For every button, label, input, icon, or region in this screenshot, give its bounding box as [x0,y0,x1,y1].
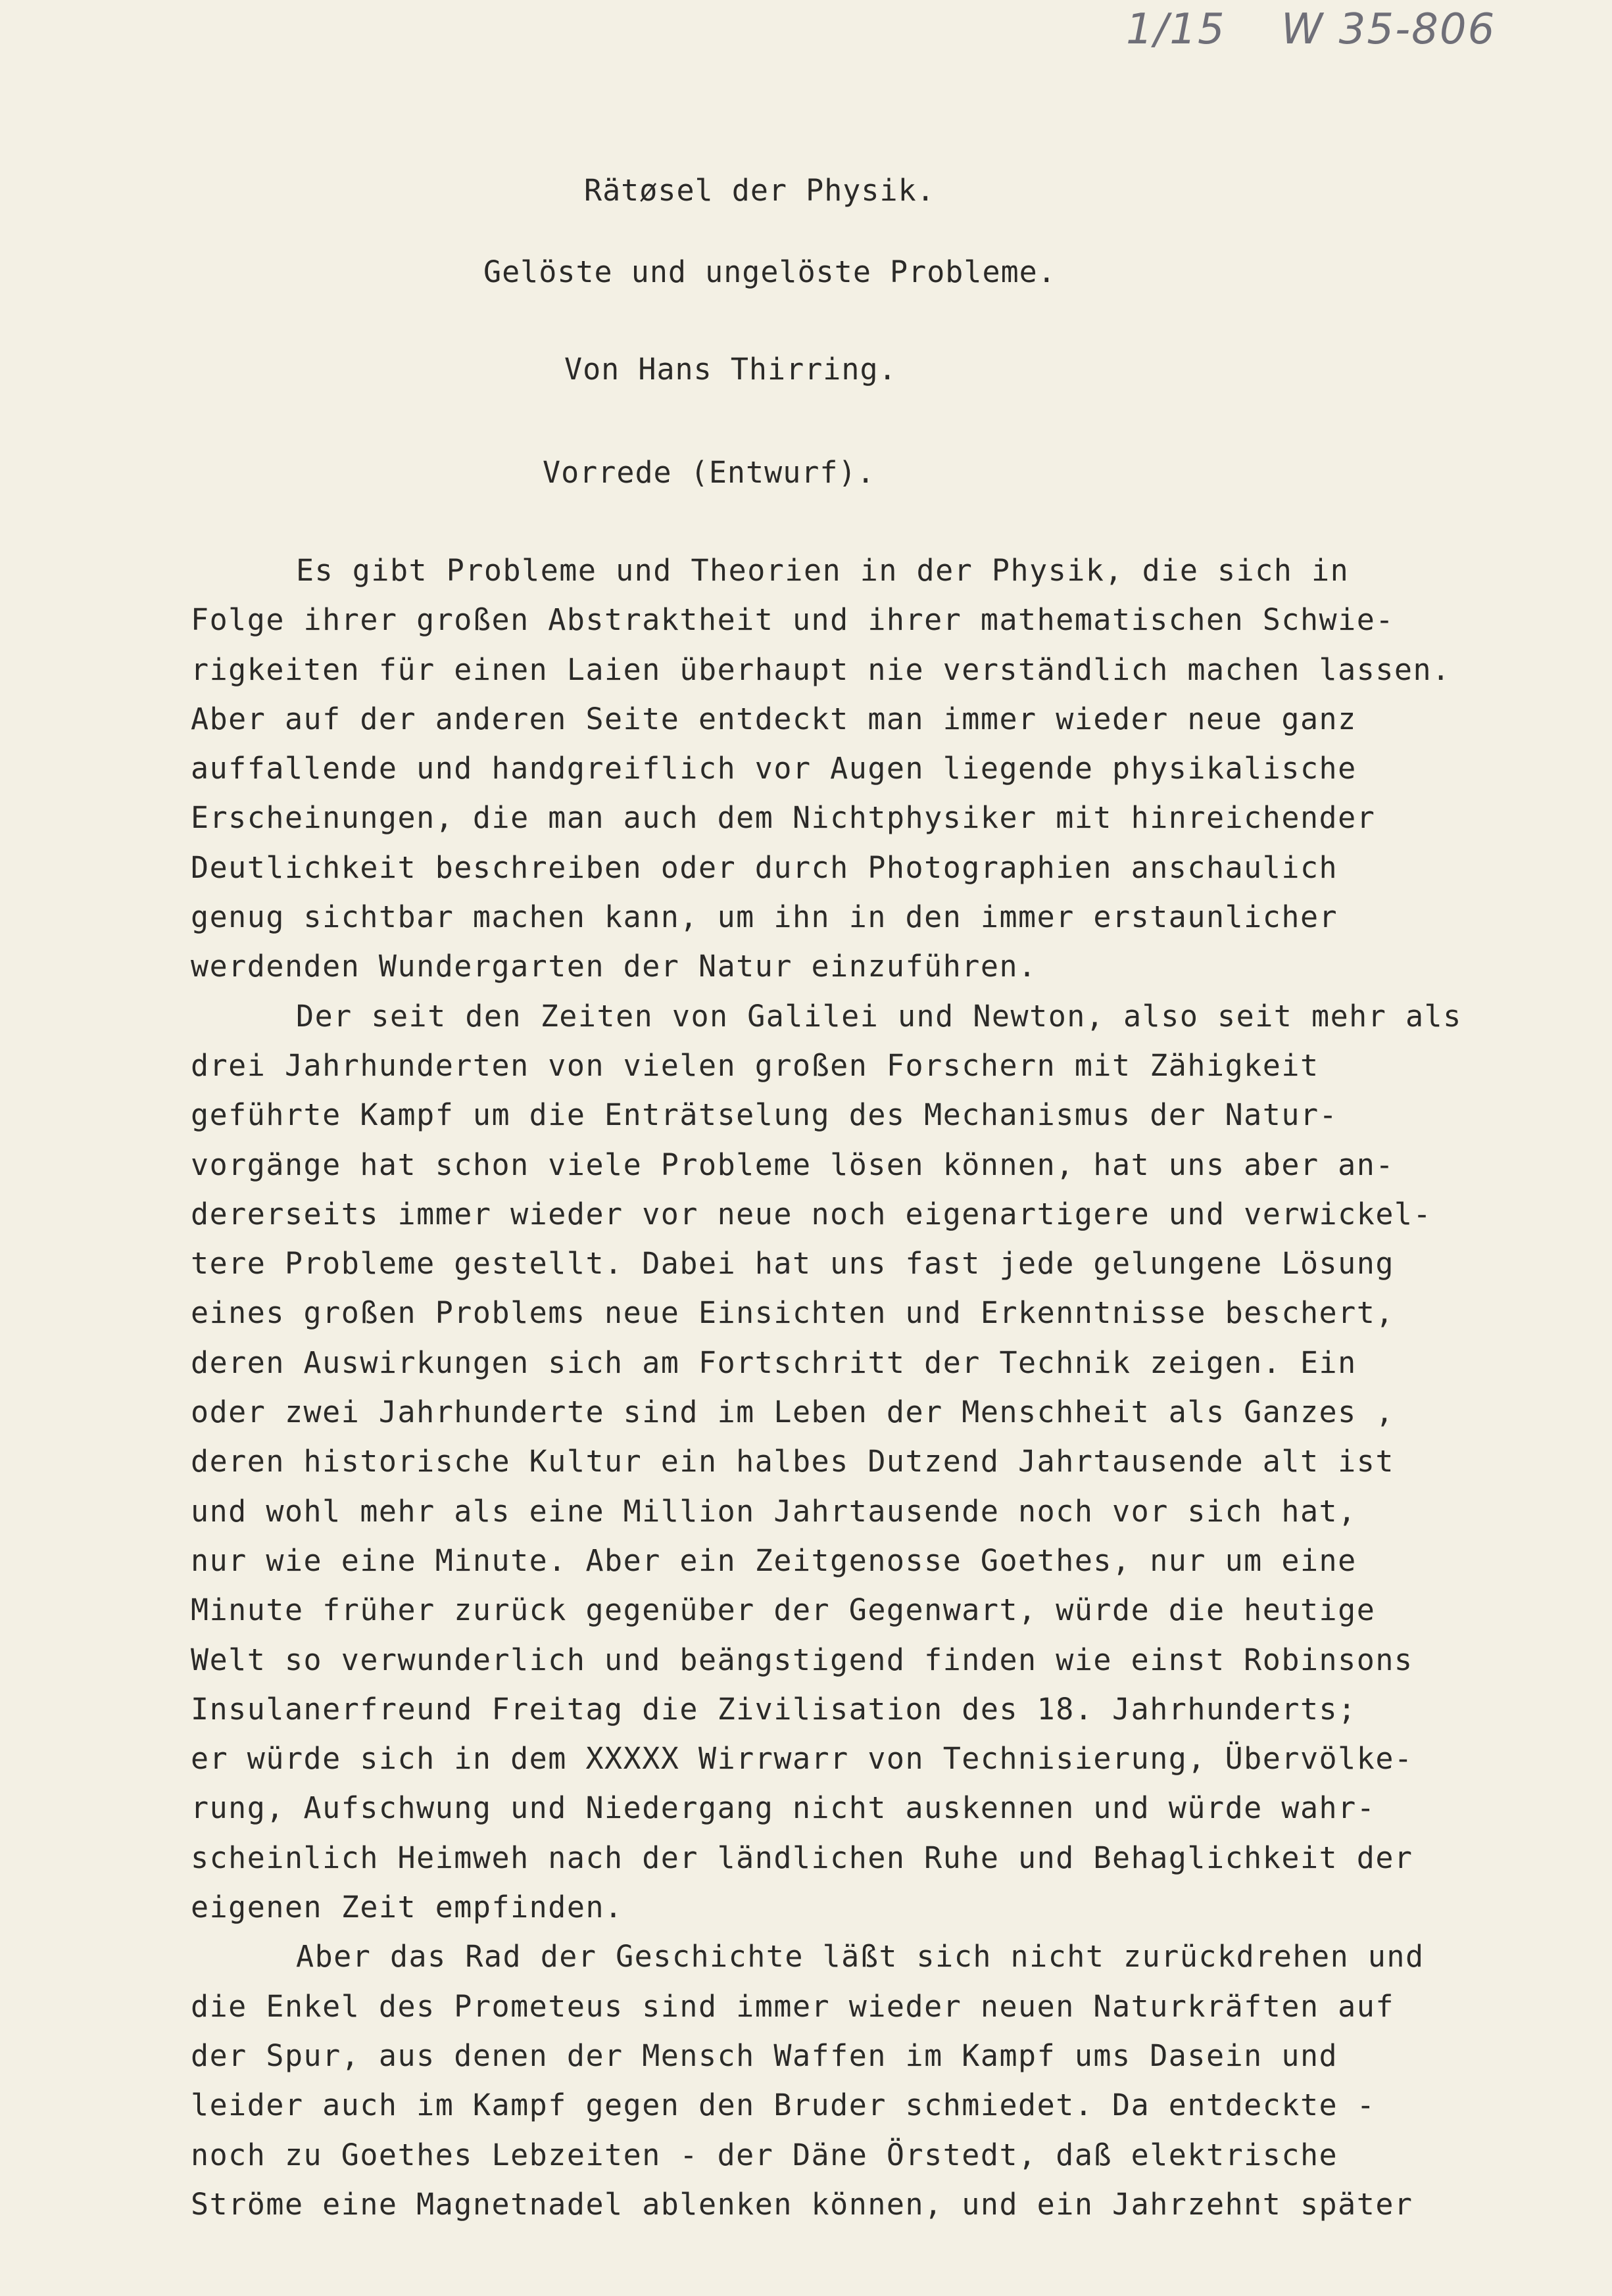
text-line: Aber das Rad der Geschichte läßt sich nicht zurückdrehen und [296,1939,1425,1974]
text-line: Ströme eine Magnetnadel ablenken können, und ein Jahrzehnt später [191,2186,1413,2222]
text-line: dererseits immer wieder vor neue noch eigenartigere und verwickel- [191,1196,1432,1232]
text-line: Aber auf der anderen Seite entdeckt man immer wieder neue ganz [191,701,1357,736]
document-title: Rätøsel der Physik. [584,173,935,208]
archive-signature: W 35-806 [1281,5,1496,54]
text-line: deren historische Kultur ein halbes Dutzend Jahrtausende alt ist [191,1444,1394,1479]
text-line: genug sichtbar machen kann, um ihn in den immer erstaunlicher [191,899,1338,935]
text-line: vorgänge hat schon viele Probleme lösen können, hat uns aber an- [191,1147,1394,1182]
document-subtitle: Gelöste und ungelöste Probleme. [483,254,1056,289]
text-line: Erscheinungen, die man auch dem Nichtphysiker mit hinreichender [191,800,1376,836]
text-line: oder zwei Jahrhunderte sind im Leben der Menschheit als Ganzes , [191,1395,1394,1430]
text-line: tere Probleme gestellt. Dabei hat uns fast jede gelungene Lösung [191,1246,1394,1281]
text-line: eines großen Problems neue Einsichten und Erkenntnisse beschert, [191,1295,1394,1331]
text-line: eigenen Zeit empfinden. [191,1890,623,1925]
text-line: die Enkel des Prometeus sind immer wieder neuen Naturkräften auf [191,1988,1394,2024]
text-line: noch zu Goethes Lebzeiten - der Däne Örstedt, daß elektrische [191,2137,1338,2172]
text-line: Minute früher zurück gegenüber der Gegenwart, würde die heutige [191,1592,1376,1628]
text-line: werdenden Wundergarten der Natur einzuführen. [191,949,1037,984]
text-line: rigkeiten für einen Laien überhaupt nie verständlich machen lassen. [191,652,1451,687]
text-line: scheinlich Heimweh nach der ländlichen Ruhe und Behaglichkeit der [191,1840,1413,1875]
text-line: und wohl mehr als eine Million Jahrtausende noch vor sich hat, [191,1493,1357,1529]
text-line: leider auch im Kampf gegen den Bruder schmiedet. Da entdeckte - [191,2088,1376,2123]
text-line: geführte Kampf um die Enträtselung des Mechanismus der Natur- [191,1097,1338,1133]
section-heading: Vorrede (Entwurf). [543,455,875,490]
text-line: auffallende und handgreiflich vor Augen liegende physikalische [191,751,1357,786]
text-line: Folge ihrer großen Abstraktheit und ihrer mathematischen Schwie- [191,602,1394,638]
text-line: deren Auswirkungen sich am Fortschritt der Technik zeigen. Ein [191,1345,1357,1380]
text-line: drei Jahrhunderten von vielen großen Forschern mit Zähigkeit [191,1047,1319,1083]
text-line: nur wie eine Minute. Aber ein Zeitgenosse Goethes, nur um eine [191,1543,1357,1578]
text-line: Der seit den Zeiten von Galilei und Newton, also seit mehr als [296,998,1462,1034]
text-line: rung, Aufschwung und Niedergang nicht auskennen und würde wahr- [191,1790,1376,1826]
text-line: er würde sich in dem XXXXX Wirrwarr von Technisierung, Übervölke- [191,1741,1413,1777]
author-line: Von Hans Thirring. [564,352,897,387]
text-line: der Spur, aus denen der Mensch Waffen im Kampf ums Dasein und [191,2038,1338,2073]
text-line: Deutlichkeit beschreiben oder durch Photographien anschaulich [191,849,1338,885]
text-line: Insulanerfreund Freitag die Zivilisation des 18. Jahrhunderts; [191,1691,1357,1727]
body-text [191,546,1546,2229]
text-line: Welt so verwunderlich und beängstigend finden wie einst Robinsons [191,1642,1413,1677]
text-line: Es gibt Probleme und Theorien in der Physik, die sich in [296,553,1350,588]
folio-annotation: 1/15 [1126,5,1226,54]
